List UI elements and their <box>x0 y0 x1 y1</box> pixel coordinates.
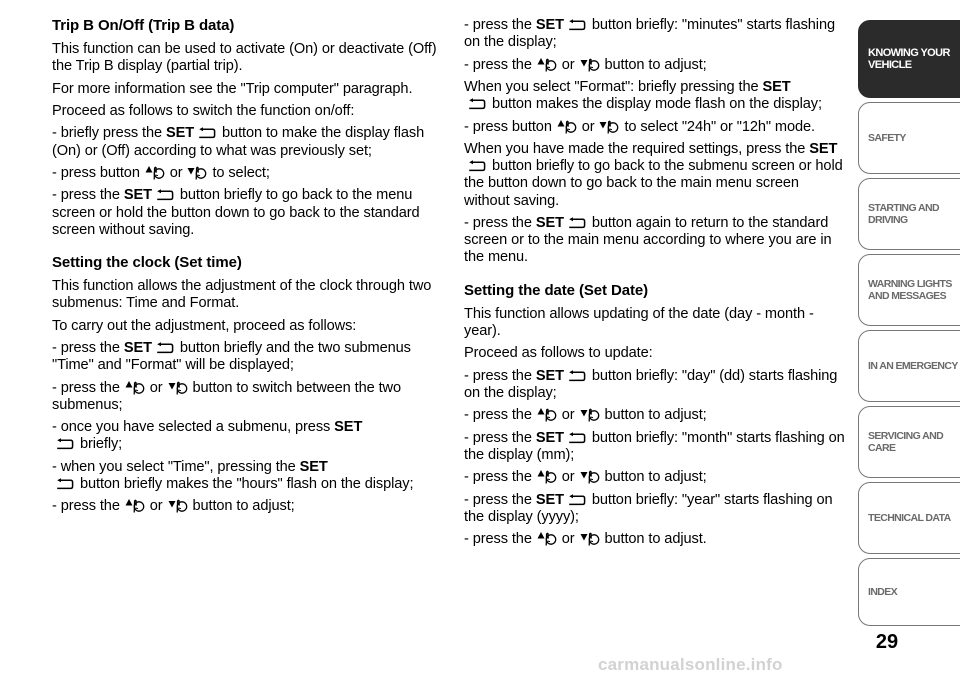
up-arrow-hand-icon <box>537 469 557 484</box>
step <box>52 340 444 374</box>
set-keyword: SET <box>535 17 564 33</box>
return-arrow-icon <box>467 160 486 173</box>
up-arrow-hand-icon <box>145 165 165 180</box>
page-number: 29 <box>875 631 899 653</box>
return-arrow-icon <box>567 432 586 445</box>
text: button makes the display mode flash on the display; <box>488 96 822 113</box>
set-keyword: SET <box>535 491 564 508</box>
text: button again to return to the standard screen or to the main menu according to where you are in the menu. <box>464 214 832 266</box>
step <box>464 407 848 424</box>
tab-label: IN AN EMERGENCY <box>868 360 958 372</box>
set-keyword: SET <box>165 125 195 142</box>
up-arrow-hand-icon <box>125 380 145 395</box>
tab-label: INDEX <box>868 586 898 598</box>
watermark: carmanualsonline.info <box>598 655 783 674</box>
step <box>464 469 848 486</box>
down-arrow-hand-icon <box>187 165 207 180</box>
set-keyword: SET <box>299 458 328 475</box>
step <box>464 17 848 51</box>
step <box>464 531 848 548</box>
text: button briefly to go back to the menu screen or hold the button down to go back to the standard screen without saving. <box>52 187 420 238</box>
set-keyword: SET <box>535 367 564 384</box>
step <box>52 187 444 239</box>
left-column <box>52 17 444 521</box>
text: - when you select "Time", pressing the <box>52 458 300 475</box>
paragraph: For more information see the "Trip computer" paragraph. <box>52 80 413 97</box>
set-keyword: SET <box>535 214 564 231</box>
return-arrow-icon <box>197 127 216 140</box>
step <box>464 141 848 210</box>
tab-label: WARNING LIGHTS AND MESSAGES <box>868 278 952 302</box>
text: or <box>557 56 579 73</box>
tab-starting-and-driving[interactable] <box>858 178 960 250</box>
text: to select; <box>208 164 270 181</box>
text: When you select "Format": briefly pressing the <box>464 78 763 95</box>
return-arrow-icon <box>467 98 486 111</box>
text: - press the <box>52 187 124 204</box>
text: to select "24h" or "12h" mode. <box>620 118 815 135</box>
step <box>52 125 444 159</box>
text: - press the <box>464 469 536 486</box>
section-heading-trip-b: Trip B On/Off (Trip B data) <box>52 17 235 34</box>
text: - press the <box>464 491 536 508</box>
step <box>464 368 848 402</box>
text: button briefly: "month" starts flashing on the display (mm); <box>464 429 845 463</box>
step <box>464 79 848 113</box>
return-arrow-icon <box>155 189 174 202</box>
return-arrow-icon <box>55 438 74 451</box>
tab-knowing-your-vehicle[interactable] <box>858 20 960 98</box>
text: - briefly press the <box>52 125 166 142</box>
set-keyword: SET <box>123 187 152 204</box>
step <box>464 430 848 464</box>
step <box>52 165 444 182</box>
text: - press the <box>464 407 536 424</box>
step <box>52 459 444 493</box>
tab-servicing-and-care[interactable] <box>858 406 960 478</box>
up-arrow-hand-icon <box>557 119 577 134</box>
down-arrow-hand-icon <box>580 57 600 72</box>
down-arrow-hand-icon <box>580 531 600 546</box>
text: button to adjust; <box>600 56 707 73</box>
section-heading-set-date: Setting the date (Set Date) <box>464 281 648 299</box>
paragraph: To carry out the adjustment, proceed as follows: <box>52 317 357 334</box>
text: - press the <box>52 379 124 396</box>
text: or <box>577 118 599 135</box>
down-arrow-hand-icon <box>599 119 619 134</box>
tab-label: SAFETY <box>868 132 906 144</box>
text: - press the <box>464 531 536 548</box>
down-arrow-hand-icon <box>580 407 600 422</box>
text: - press the <box>464 429 536 446</box>
text: or <box>557 531 579 548</box>
up-arrow-hand-icon <box>537 57 557 72</box>
up-arrow-hand-icon <box>537 407 557 422</box>
text: button to make the display flash (On) or (Off) according to what was previously set; <box>52 125 425 159</box>
step <box>52 498 444 515</box>
paragraph: This function allows the adjustment of the clock through two submenus: Time and Format. <box>52 277 432 312</box>
tab-technical-data[interactable] <box>858 482 960 554</box>
text: button briefly: "year" starts flashing on the display (yyyy); <box>464 491 833 525</box>
paragraph: This function allows updating of the date (day - month - year). <box>464 305 814 339</box>
step <box>464 119 848 136</box>
text: - once you have selected a submenu, press <box>52 419 335 436</box>
text: button briefly to go back to the submenu screen or hold the button down to go back to the main menu screen without saving. <box>464 158 843 209</box>
down-arrow-hand-icon <box>580 469 600 484</box>
text: button briefly and the two submenus "Time" and "Format" will be displayed; <box>52 339 411 374</box>
set-keyword: SET <box>762 78 791 95</box>
return-arrow-icon <box>567 217 586 230</box>
text: - press button <box>52 164 144 181</box>
text: button to adjust; <box>600 469 707 486</box>
tab-label: KNOWING YOUR VEHICLE <box>868 47 950 71</box>
return-arrow-icon <box>567 370 586 383</box>
up-arrow-hand-icon <box>537 531 557 546</box>
section-heading-set-time: Setting the clock (Set time) <box>52 253 242 271</box>
right-column <box>464 17 848 554</box>
set-keyword: SET <box>334 419 363 436</box>
text: button briefly: "day" (dd) starts flashing on the display; <box>464 367 838 401</box>
set-keyword: SET <box>809 140 838 157</box>
tab-label: TECHNICAL DATA <box>868 512 951 524</box>
return-arrow-icon <box>567 19 586 32</box>
text: or <box>557 407 579 424</box>
text: button to switch between the two submenus; <box>52 379 401 413</box>
text: button to adjust; <box>600 407 707 424</box>
text: - press the <box>464 17 536 33</box>
step <box>464 215 848 267</box>
text: button to adjust. <box>600 531 707 548</box>
text: button briefly: "minutes" starts flashing on the display; <box>464 17 835 51</box>
text: When you have made the required settings, press the <box>464 140 810 157</box>
return-arrow-icon <box>155 342 174 355</box>
paragraph: This function can be used to activate (On) or deactivate (Off) the Trip B display (partial trip). <box>52 41 437 75</box>
text: or <box>145 498 167 515</box>
chapter-tabs <box>858 0 960 678</box>
text: or <box>165 164 187 181</box>
step <box>464 57 848 74</box>
return-arrow-icon <box>55 478 74 491</box>
tab-label: SERVICING AND CARE <box>868 430 944 454</box>
return-arrow-icon <box>567 494 586 507</box>
text: - press the <box>464 56 536 73</box>
set-keyword: SET <box>123 339 152 356</box>
text: - press button <box>464 118 556 135</box>
step <box>52 380 444 414</box>
text: - press the <box>52 339 124 356</box>
text: - press the <box>464 214 536 231</box>
text: button to adjust; <box>188 498 295 515</box>
down-arrow-hand-icon <box>168 498 188 513</box>
text: or <box>145 379 167 396</box>
down-arrow-hand-icon <box>168 380 188 395</box>
paragraph: Proceed as follows to switch the function on/off: <box>52 102 355 119</box>
set-keyword: SET <box>535 429 564 446</box>
text: briefly; <box>76 436 123 453</box>
text: button briefly makes the "hours" flash on the display; <box>76 475 414 492</box>
text: - press the <box>464 367 536 384</box>
text: - press the <box>52 498 124 515</box>
paragraph: Proceed as follows to update: <box>464 345 653 362</box>
step <box>464 492 848 526</box>
up-arrow-hand-icon <box>125 498 145 513</box>
step <box>52 419 444 453</box>
tab-in-an-emergency[interactable] <box>858 330 960 402</box>
text: or <box>557 469 579 486</box>
tab-safety[interactable] <box>858 102 960 174</box>
tab-index[interactable] <box>858 558 960 626</box>
tab-label: STARTING AND DRIVING <box>868 202 939 226</box>
tab-warning-lights-and-messages[interactable] <box>858 254 960 326</box>
